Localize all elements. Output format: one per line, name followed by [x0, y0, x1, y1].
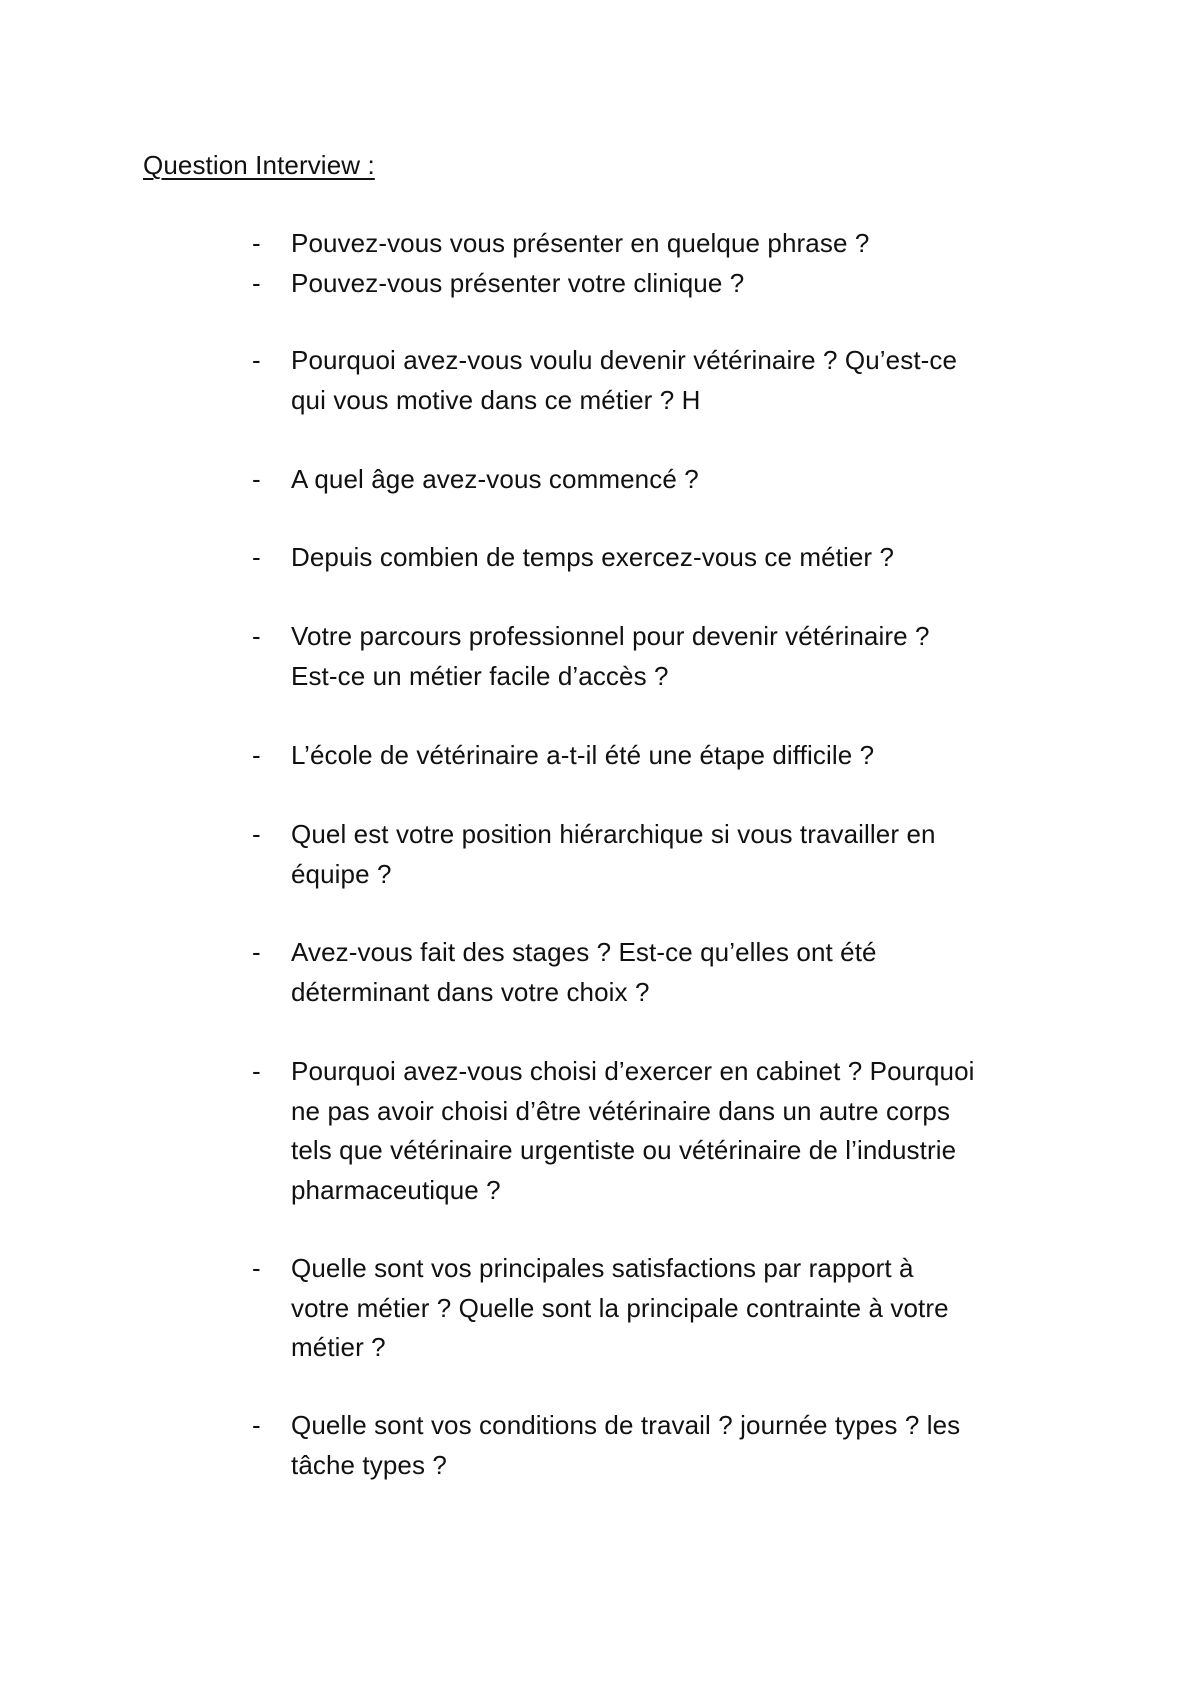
bullet-dash: -: [252, 345, 261, 375]
question-line: L’école de vétérinaire a-t-il été une étape difficile ?: [291, 740, 875, 770]
bullet-dash: -: [252, 1253, 261, 1283]
question-line: tels que vétérinaire urgentiste ou vétérinaire de l’industrie: [291, 1135, 957, 1165]
question-line: qui vous motive dans ce métier ? H: [291, 384, 701, 415]
question-line: Pouvez-vous présenter votre clinique ?: [291, 268, 745, 298]
question-text: [291, 1406, 1111, 1485]
bullet-dash: -: [252, 621, 261, 651]
question-line: Quel est votre position hiérarchique si vous travailler en: [291, 819, 936, 849]
bullet-dash: -: [252, 228, 261, 258]
question-text: [291, 736, 1111, 776]
bullet-dash: -: [252, 1056, 261, 1086]
question-text: [291, 264, 1111, 304]
bullet-dash: -: [252, 740, 261, 770]
question-line: Est-ce un métier facile d’accès ?: [291, 660, 669, 691]
bullet-dash: -: [252, 1410, 261, 1440]
question-text: [291, 1249, 1111, 1368]
bullet-dash: -: [252, 268, 261, 298]
question-text: [291, 341, 1111, 420]
question-line: Pourquoi avez-vous voulu devenir vétérinaire ? Qu’est-ce: [291, 345, 958, 375]
question-text: [291, 933, 1111, 1012]
question-line: Avez-vous fait des stages ? Est-ce qu’elles ont été: [291, 937, 877, 967]
question-line: Quelle sont vos conditions de travail ? journée types ? les: [291, 1410, 961, 1440]
question-line: ne pas avoir choisi d’être vétérinaire dans un autre corps: [291, 1095, 951, 1126]
question-line: Votre parcours professionnel pour devenir vétérinaire ?: [291, 621, 930, 651]
bullet-dash: -: [252, 819, 261, 849]
question-line: métier ?: [291, 1332, 386, 1362]
question-line: Pouvez-vous vous présenter en quelque phrase ?: [291, 228, 870, 258]
question-line: pharmaceutique ?: [291, 1174, 501, 1205]
question-line: tâche types ?: [291, 1449, 447, 1480]
question-line: A quel âge avez-vous commencé ?: [291, 464, 699, 494]
question-text: [291, 224, 1111, 264]
question-text: [291, 1052, 1111, 1210]
bullet-dash: -: [252, 542, 261, 572]
question-line: votre métier ? Quelle sont la principale contrainte à votre: [291, 1292, 949, 1323]
question-line: Depuis combien de temps exercez-vous ce métier ?: [291, 542, 895, 572]
bullet-dash: -: [252, 464, 261, 494]
question-line: Pourquoi avez-vous choisi d’exercer en cabinet ? Pourquoi: [291, 1056, 975, 1086]
question-text: [291, 617, 1111, 696]
bullet-dash: -: [252, 937, 261, 967]
question-line: déterminant dans votre choix ?: [291, 976, 650, 1007]
question-text: [291, 538, 1111, 578]
question-line: équipe ?: [291, 858, 392, 889]
question-line: Quelle sont vos principales satisfactions par rapport à: [291, 1253, 914, 1283]
question-text: [291, 460, 1111, 500]
question-text: [291, 815, 1111, 894]
document-title: Question Interview :: [143, 150, 375, 180]
